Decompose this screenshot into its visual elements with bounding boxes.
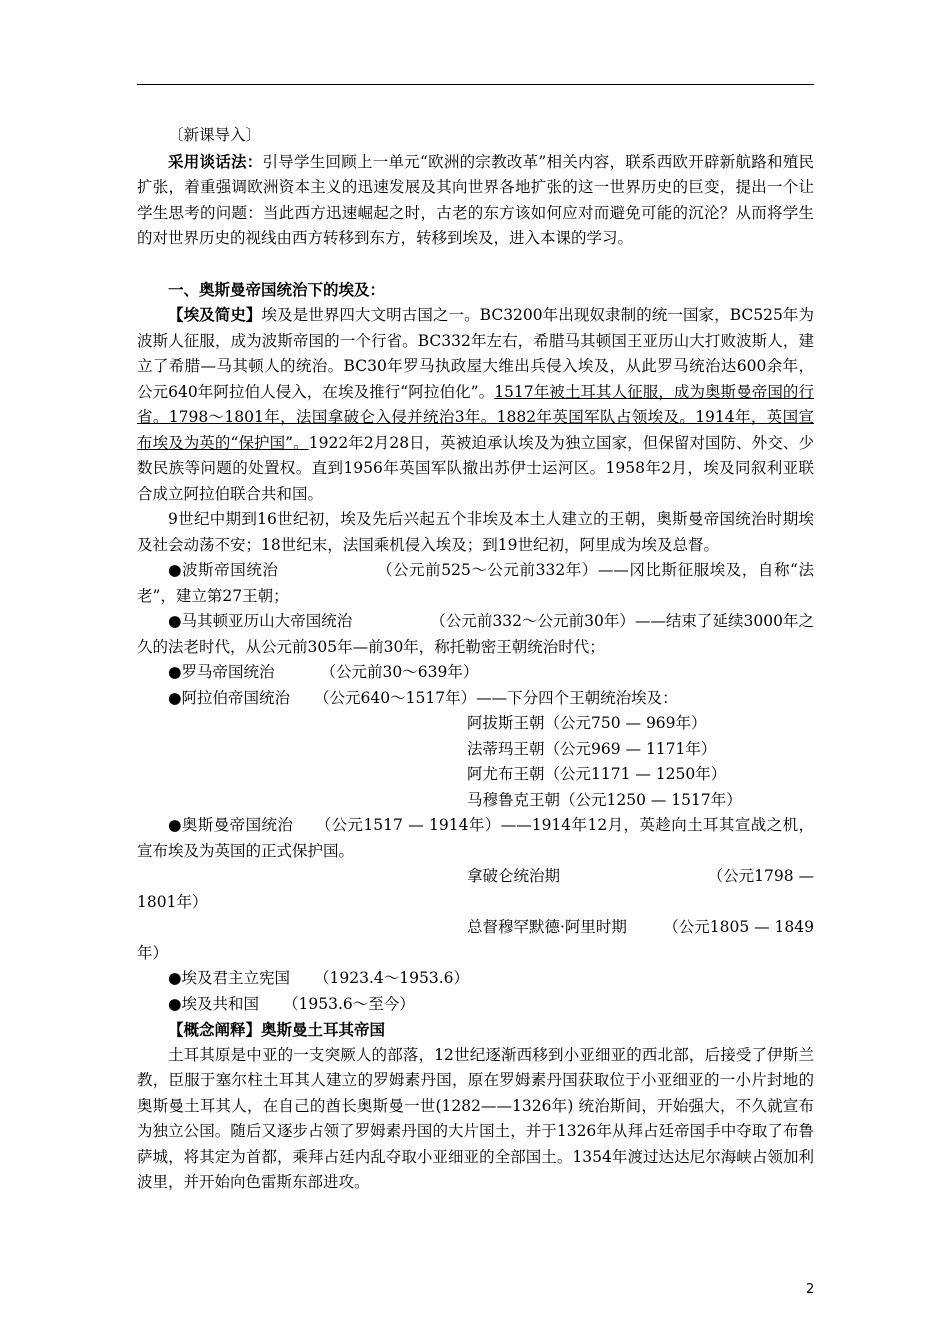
header-rule xyxy=(137,84,814,85)
rule-republic-name: ●埃及共和国 xyxy=(168,994,260,1013)
rule-ottoman-name: ●奥斯曼帝国统治 xyxy=(168,816,294,834)
arab-dynasty-item: 阿拔斯王朝（公元750 — 969年） xyxy=(467,714,707,732)
brief-text-a: 埃及是世界四大文明古国之一。BC3200年出现奴隶制的统一国家，BC525年为波斯人征服，成为波斯帝国的一个行省。BC332年左右，希腊马其顿国王亚历山大打败波斯人，建立了希腊—马其顿人的统治。BC30年罗马执政屋大维出兵侵入埃及，从此罗马统治达600余年，公元640年阿拉伯人侵入，在埃及推行“阿拉伯化”。 xyxy=(137,306,814,401)
rule-monarchy xyxy=(137,966,814,992)
rule-ottoman xyxy=(137,813,814,864)
intro-tag: 〔新课导入〕 xyxy=(168,126,262,144)
brief-text-b: 1922年2月28日，英被迫承认埃及为独立国家，但保留对国防、外交、少数民族等问题的处置权。直到1956年英国军队撤出苏伊士运河区。1958年2月，埃及同叙利亚联合成立阿拉伯联合共和国。 xyxy=(137,433,814,503)
rule-arab-name: ●阿拉伯帝国统治 xyxy=(168,688,291,707)
rule-ottoman-dates: （公元1517 — 1914年）——1914年12月，英趁向土耳其宣战之机，宣布埃及为英国的正式保护国。 xyxy=(137,816,814,860)
ottoman-sub-napoleon xyxy=(137,864,814,890)
page-number: 2 xyxy=(806,1282,815,1297)
rule-republic xyxy=(137,992,814,1018)
concept-label: 【概念阐释】奥斯曼土耳其帝国 xyxy=(168,1020,386,1039)
document-body xyxy=(137,123,814,1196)
rule-arab-dates: （公元640～1517年）——下分四个王朝统治埃及： xyxy=(314,688,678,707)
concept-text: 土耳其原是中亚的一支突厥人的部落，12世纪逐渐西移到小亚细亚的西北部，后接受了伊斯兰教，臣服于塞尔柱土耳其人建立的罗姆素丹国，原在罗姆素丹国获取位于小亚细亚的一小片封地的奥斯曼土耳其人，在自己的酋长奥斯曼一世(1282——1326年) 统治斯间，开始强大，不久就宣布为独立公国。随后又逐步占领了罗姆素丹国的大片国土，并于1326年从拜占廷帝国手中夺取了布鲁萨城，将其定为首都，乘拜占廷内乱夺取小亚细亚的全部国土。1354年渡过达达尼尔海峡占领加利波里，并开始向色雷斯东部进攻。 xyxy=(137,1045,814,1191)
ali-dates-a: （公元1805 — 1849 xyxy=(663,918,814,936)
napoleon-dates-a: （公元1798 — xyxy=(707,867,814,885)
ottoman-sub-ali xyxy=(137,915,814,941)
rule-macedon-dates: （公元前332～公元前30年）——结束了延续3000年之久的法老时代，从公元前305年—前30年，称托勒密王朝统治时代； xyxy=(137,612,814,656)
rule-monarchy-name: ●埃及君主立宪国 xyxy=(168,969,291,987)
rule-macedon xyxy=(137,609,814,660)
rule-monarchy-dates: （1923.4～1953.6） xyxy=(314,969,470,987)
ali-name: 总督穆罕默德·阿里时期 xyxy=(467,918,627,936)
method-label: 采用谈话法： xyxy=(168,151,263,171)
rule-persian-name: ●波斯帝国统治 xyxy=(168,561,279,579)
rule-arab xyxy=(137,686,814,712)
rule-roman xyxy=(137,660,814,686)
rule-roman-dates: （公元前30～639年） xyxy=(320,663,479,681)
napoleon-name: 拿破仑统治期 xyxy=(467,867,561,885)
brief-label: 【埃及简史】 xyxy=(168,305,262,324)
napoleon-dates-b: 1801年） xyxy=(137,892,208,911)
dynasties-paragraph: 9世纪中期到16世纪初，埃及先后兴起五个非埃及本土人建立的王朝，奥斯曼帝国统治时期埃及社会动荡不安；18世纪末，法国乘机侵入埃及；到19世纪初，阿里成为埃及总督。 xyxy=(137,510,814,554)
rule-persian-dates: （公元前525～公元前332年）——冈比斯征服埃及，自称“法老”，建立第27王朝； xyxy=(137,561,814,605)
arab-dynasty-item: 阿尤布王朝（公元1171 — 1250年） xyxy=(467,765,727,783)
section-heading: 一、奥斯曼帝国统治下的埃及： xyxy=(168,279,386,299)
brief-text-underlined: 1517年被土耳其人征服，成为奥斯曼帝国的行省。1798～1801年，法国拿破仑入侵并统治3年。1882年英国军队占领埃及。1914年，英国宣布埃及为英的“保护国”。 xyxy=(137,382,815,452)
rule-republic-dates: （1953.6～至今） xyxy=(283,994,415,1013)
arab-dynasty-item: 法蒂玛王朝（公元969 — 1171年） xyxy=(467,739,717,758)
arab-dynasty-item: 马穆鲁克王朝（公元1250 — 1517年） xyxy=(467,790,742,809)
rule-persian xyxy=(137,558,814,609)
method-text: 引导学生回顾上一单元“欧洲的宗教改革”相关内容，联系西欧开辟新航路和殖民扩张，着重强调欧洲资本主义的迅速发展及其向世界各地扩张的这一世界历史的巨变，提出一个让学生思考的问题：当此西方迅速崛起之时，古老的东方该如何应对而避免可能的沉沦？从而将学生的对世界历史的视线由西方转移到东方，转移到埃及，进入本课的学习。 xyxy=(137,152,814,247)
ali-dates-b: 年） xyxy=(137,943,169,962)
rule-roman-name: ●罗马帝国统治 xyxy=(168,663,275,681)
intro-paragraph xyxy=(137,149,814,252)
rule-macedon-name: ●马其顿亚历山大帝国统治 xyxy=(168,612,353,630)
brief-history-paragraph xyxy=(137,302,814,507)
